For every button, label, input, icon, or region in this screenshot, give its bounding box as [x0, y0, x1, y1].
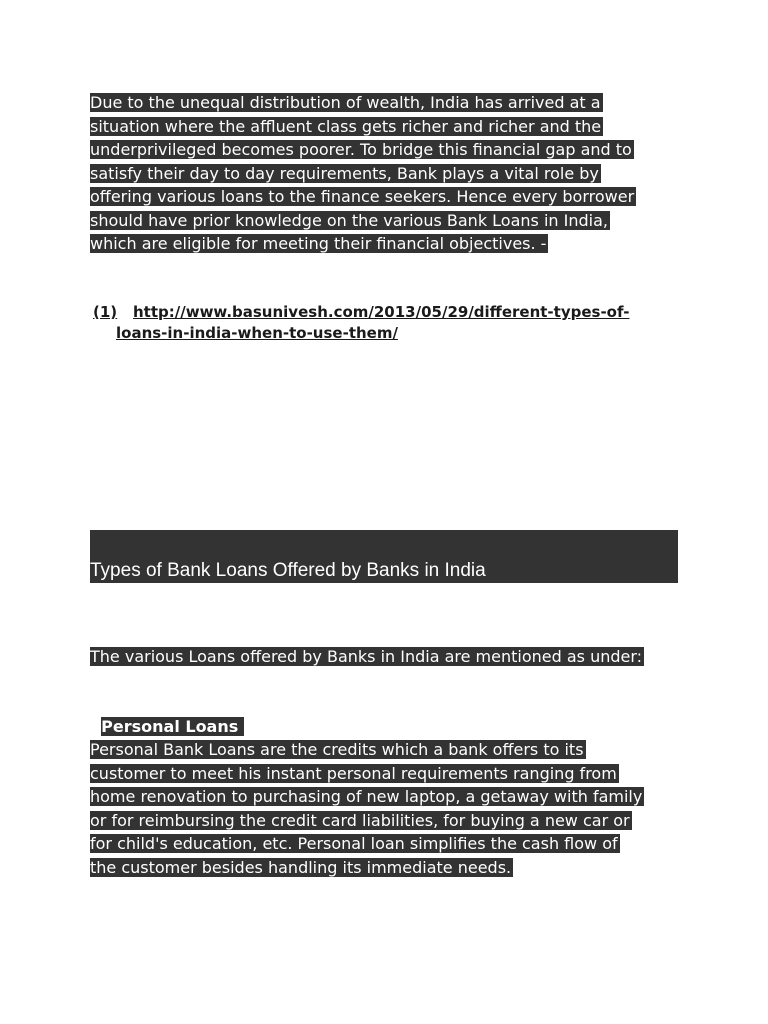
personal-line: home renovation to purchasing of new laptop, a getaway with family: [90, 787, 643, 806]
reference-link-continued[interactable]: loans-in-india-when-to-use-them/: [116, 324, 398, 342]
section-heading-bar: [90, 530, 678, 583]
personal-loans-title: Personal Loans: [90, 692, 244, 738]
intro-line: underprivileged becomes poorer. To bridge this financial gap and to: [90, 140, 632, 159]
loans-intro-line: The various Loans offered by Banks in India are mentioned as under:: [90, 647, 643, 666]
reference-footnote: [93, 302, 653, 344]
intro-line: Due to the unequal distribution of wealth, India has arrived at a: [90, 93, 601, 112]
intro-line: which are eligible for meeting their financial objectives. -: [90, 234, 547, 253]
intro-line: satisfy their day to day requirements, Bank plays a vital role by: [90, 163, 599, 183]
personal-line: the customer besides handling its immediate needs.: [90, 857, 512, 877]
reference-link[interactable]: http://www.basunivesh.com/2013/05/29/different-types-of-: [133, 303, 630, 321]
personal-loans-paragraph: [90, 738, 644, 879]
reference-number: (1): [93, 303, 118, 321]
intro-line: offering various loans to the finance seekers. Hence every borrower: [90, 187, 635, 206]
section-heading: Types of Bank Loans Offered by Banks in India: [90, 560, 486, 581]
personal-line: Personal Bank Loans are the credits which a bank offers to its: [90, 740, 584, 759]
personal-line: customer to meet his instant personal requirements ranging from: [90, 763, 617, 783]
intro-paragraph: [90, 91, 636, 256]
intro-line: should have prior knowledge on the various Bank Loans in India,: [90, 210, 608, 230]
personal-line: for child's education, etc. Personal loan simplifies the cash flow of: [90, 834, 618, 853]
personal-line: or for reimbursing the credit card liabilities, for buying a new car or: [90, 810, 630, 830]
intro-line: situation where the affluent class gets richer and richer and the: [90, 116, 602, 136]
